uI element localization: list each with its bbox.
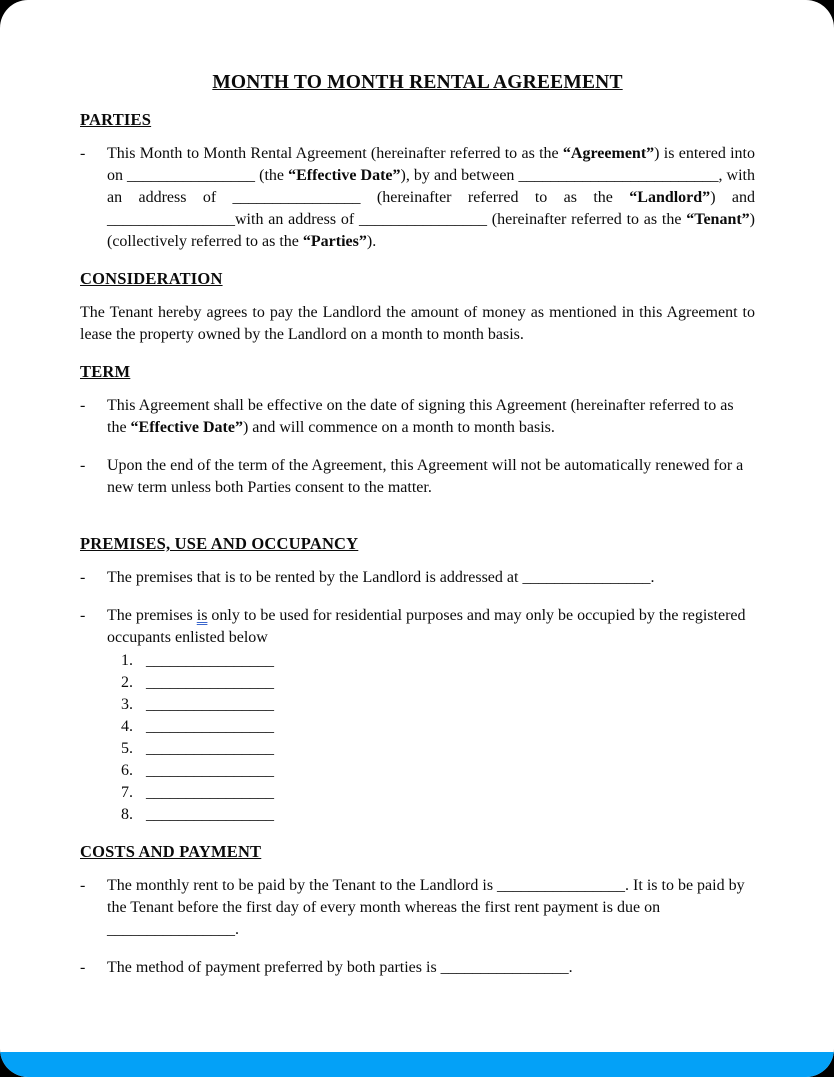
bullet-dash: - xyxy=(80,607,86,624)
costs-paragraph-1: The monthly rent to be paid by the Tenant to the Landlord is ________________. It is to be paid by the Tenant before the first day of every month whereas the first rent payment is due on ________________. xyxy=(107,877,745,938)
term-paragraph-1 xyxy=(107,395,755,439)
text-segment: ) and will commence on a month to month basis. xyxy=(242,419,555,436)
bullet-dash: - xyxy=(80,569,86,586)
text-segment: This Month to Month Rental Agreement (hereinafter referred to as the xyxy=(107,145,563,162)
text-segment: only to be used for residential purposes and may only be occupied by the registered occupants enlisted below xyxy=(107,607,746,646)
occupant-blank-line: 6. ________________ xyxy=(137,760,755,782)
text-segment: The premises xyxy=(107,607,197,624)
text-segment: ), by and between _________________________, with an address of ________________ (hereinafter referred to as the xyxy=(107,167,755,206)
bullet-item xyxy=(80,395,755,439)
occupant-blank-line: 1. ________________ xyxy=(137,650,755,672)
bullet-dash: - xyxy=(80,145,86,162)
section-heading-term: TERM xyxy=(80,362,131,381)
section-premises xyxy=(80,533,755,826)
section-costs xyxy=(80,841,755,979)
section-consideration xyxy=(80,268,755,346)
bullet-item xyxy=(80,567,755,589)
section-heading-premises: PREMISES, USE AND OCCUPANCY xyxy=(80,534,359,553)
occupant-blank-line: 4. ________________ xyxy=(137,716,755,738)
text-segment: ) (collectively referred to as the xyxy=(107,211,755,250)
bullet-item xyxy=(80,605,755,826)
bold-term: “Tenant” xyxy=(686,211,750,228)
term-paragraph-2: Upon the end of the term of the Agreement, this Agreement will not be automatically renewed for a new term unless both Parties consent to the matter. xyxy=(107,457,744,496)
bullet-dash: - xyxy=(80,877,86,894)
bold-term: “Effective Date” xyxy=(130,419,243,436)
bold-term: “Agreement” xyxy=(562,145,655,162)
occupant-blank-line: 5. ________________ xyxy=(137,738,755,760)
occupant-blank-line: 3. ________________ xyxy=(137,694,755,716)
section-heading-consideration: CONSIDERATION xyxy=(80,269,223,288)
text-segment: ) and ________________with an address of ________________ (hereinafter referred to as the xyxy=(107,189,755,228)
bullet-dash: - xyxy=(80,457,86,474)
premises-paragraph-1: The premises that is to be rented by the Landlord is addressed at ________________. xyxy=(107,569,655,586)
premises-paragraph-2 xyxy=(107,605,755,649)
bullet-item xyxy=(80,455,755,499)
bold-term: “Landlord” xyxy=(629,189,711,206)
occupant-list xyxy=(107,650,755,826)
bullet-item xyxy=(80,143,755,253)
document-title: MONTH TO MONTH RENTAL AGREEMENT xyxy=(212,72,623,93)
bold-term: “Effective Date” xyxy=(288,167,401,184)
section-heading-costs: COSTS AND PAYMENT xyxy=(80,842,262,861)
bullet-dash: - xyxy=(80,397,86,414)
bullet-item xyxy=(80,875,755,941)
text-segment: ). xyxy=(366,233,377,250)
bullet-dash: - xyxy=(80,959,86,976)
section-parties xyxy=(80,109,755,253)
text-segment: This Agreement shall be effective on the date of signing this Agreement (hereinafter referred to as the xyxy=(107,397,734,436)
consideration-paragraph: The Tenant hereby agrees to pay the Landlord the amount of money as mentioned in this Agreement to lease the property owned by the Landlord on a month to month basis. xyxy=(80,304,755,343)
occupant-blank-line: 2. ________________ xyxy=(137,672,755,694)
section-term xyxy=(80,361,755,499)
bullet-item xyxy=(80,957,755,979)
parties-paragraph xyxy=(107,143,755,253)
occupant-blank-line: 8. ________________ xyxy=(137,804,755,826)
premises-bullet-2-body xyxy=(107,605,755,826)
grammar-flagged-word: is xyxy=(196,607,208,624)
costs-paragraph-2: The method of payment preferred by both parties is ________________. xyxy=(107,959,573,976)
text-segment: ) is entered into on ________________ (the xyxy=(107,145,755,184)
occupant-blank-line: 7. ________________ xyxy=(137,782,755,804)
section-heading-parties: PARTIES xyxy=(80,110,152,129)
footer-accent-bar xyxy=(0,1052,834,1077)
bold-term: “Parties” xyxy=(302,233,367,250)
